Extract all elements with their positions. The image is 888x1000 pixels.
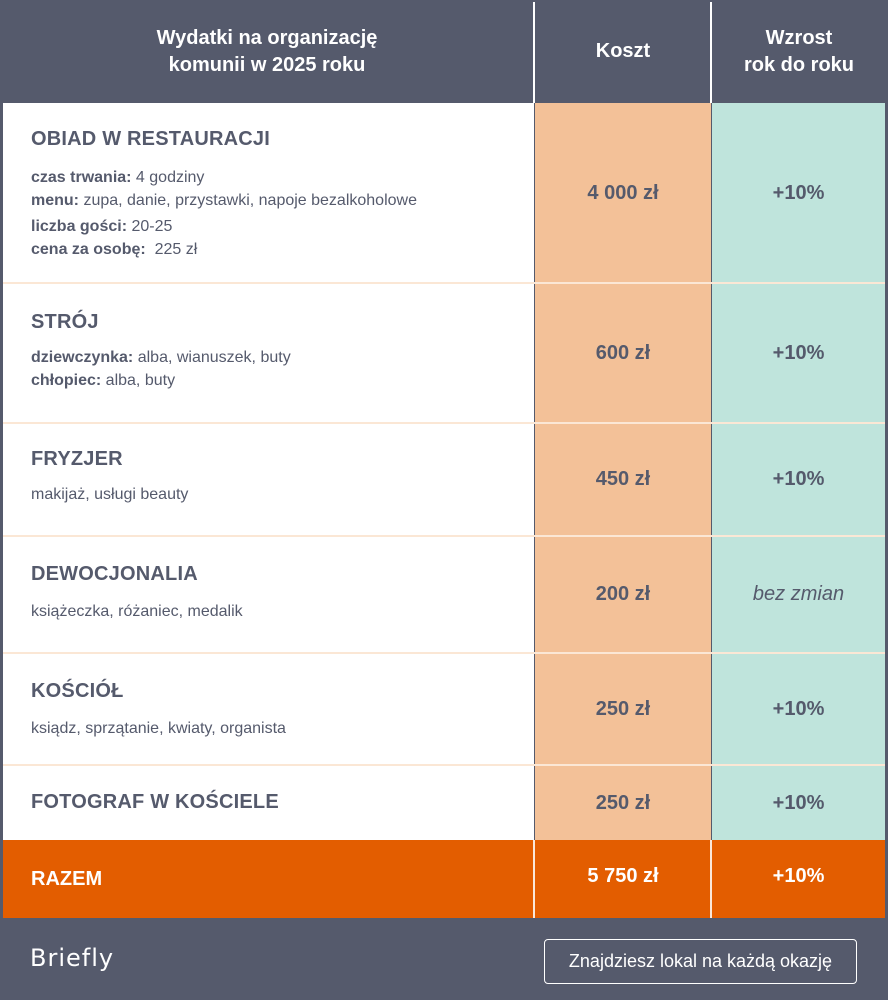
row-detail bbox=[31, 372, 175, 390]
header-cost bbox=[536, 0, 710, 103]
row-title: FRYZJER bbox=[31, 448, 123, 470]
row-title: OBIAD W RESTAURACJI bbox=[31, 128, 270, 150]
row-description bbox=[3, 424, 534, 535]
row-growth: +10% bbox=[712, 424, 885, 535]
row-growth: +10% bbox=[712, 766, 885, 840]
row-cost: 200 zł bbox=[535, 537, 711, 652]
row-detail bbox=[31, 169, 204, 187]
header-growth-line2: rok do roku bbox=[743, 53, 854, 76]
row-cost: 450 zł bbox=[535, 424, 711, 535]
detail-value: 225 zł bbox=[145, 241, 198, 258]
detail-label: menu: bbox=[31, 192, 79, 209]
row-title: FOTOGRAF W KOŚCIELE bbox=[31, 791, 279, 813]
total-growth: +10% bbox=[772, 864, 825, 887]
footer bbox=[0, 918, 888, 1000]
header-title bbox=[0, 0, 534, 103]
row-cost: 4 000 zł bbox=[535, 103, 711, 283]
detail-label: cena za osobę: bbox=[31, 241, 146, 258]
row-description bbox=[3, 766, 534, 840]
table-row bbox=[0, 284, 888, 422]
row-detail bbox=[31, 192, 417, 210]
detail-value: zupa, danie, przystawki, napoje bezalkoholowe bbox=[79, 192, 417, 209]
detail-value: 4 godziny bbox=[131, 169, 205, 186]
header-growth bbox=[712, 0, 886, 103]
table-row bbox=[0, 766, 888, 840]
row-description bbox=[3, 654, 534, 764]
row-growth: +10% bbox=[712, 284, 885, 422]
row-detail bbox=[31, 241, 197, 259]
detail-label: dziewczynka: bbox=[31, 349, 134, 366]
row-title: STRÓJ bbox=[31, 311, 99, 333]
table-row bbox=[0, 654, 888, 764]
row-description bbox=[3, 284, 534, 422]
row-title: KOŚCIÓŁ bbox=[31, 680, 124, 702]
row-cost: 600 zł bbox=[535, 284, 711, 422]
header-divider bbox=[710, 2, 712, 103]
row-detail: makijaż, usługi beauty bbox=[31, 486, 189, 503]
header-cost-label: Koszt bbox=[595, 40, 651, 62]
header-divider bbox=[533, 2, 535, 103]
row-detail bbox=[31, 218, 172, 236]
row-growth: +10% bbox=[712, 654, 885, 764]
row-description bbox=[3, 537, 534, 652]
table-header bbox=[0, 0, 888, 103]
row-detail bbox=[31, 349, 291, 367]
table-row bbox=[0, 537, 888, 652]
table-row bbox=[0, 424, 888, 535]
find-venue-button[interactable]: Znajdziesz lokal na każdą okazję bbox=[544, 939, 857, 984]
row-detail: książeczka, różaniec, medalik bbox=[31, 603, 243, 620]
total-row bbox=[3, 840, 885, 918]
row-description bbox=[3, 103, 534, 283]
total-label: RAZEM bbox=[31, 868, 103, 890]
table-row bbox=[0, 103, 888, 283]
detail-value: alba, wianuszek, buty bbox=[133, 349, 291, 366]
row-growth: +10% bbox=[712, 103, 885, 283]
detail-label: liczba gości: bbox=[31, 218, 128, 235]
row-detail: ksiądz, sprzątanie, kwiaty, organista bbox=[31, 720, 286, 737]
detail-label: czas trwania: bbox=[31, 169, 132, 186]
row-cost: 250 zł bbox=[535, 766, 711, 840]
header-title-line2: komunii w 2025 roku bbox=[168, 53, 366, 76]
header-growth-line1: Wzrost bbox=[765, 26, 833, 49]
detail-value: 20-25 bbox=[127, 218, 173, 235]
detail-label: chłopiec: bbox=[31, 372, 102, 389]
detail-value: alba, buty bbox=[101, 372, 176, 389]
total-cost: 5 750 zł bbox=[587, 864, 659, 887]
brand-logo[interactable]: Briefly bbox=[30, 944, 115, 972]
header-title-line1: Wydatki na organizację bbox=[156, 26, 378, 49]
row-growth: bez zmian bbox=[712, 537, 885, 652]
row-title: DEWOCJONALIA bbox=[31, 563, 198, 585]
row-cost: 250 zł bbox=[535, 654, 711, 764]
